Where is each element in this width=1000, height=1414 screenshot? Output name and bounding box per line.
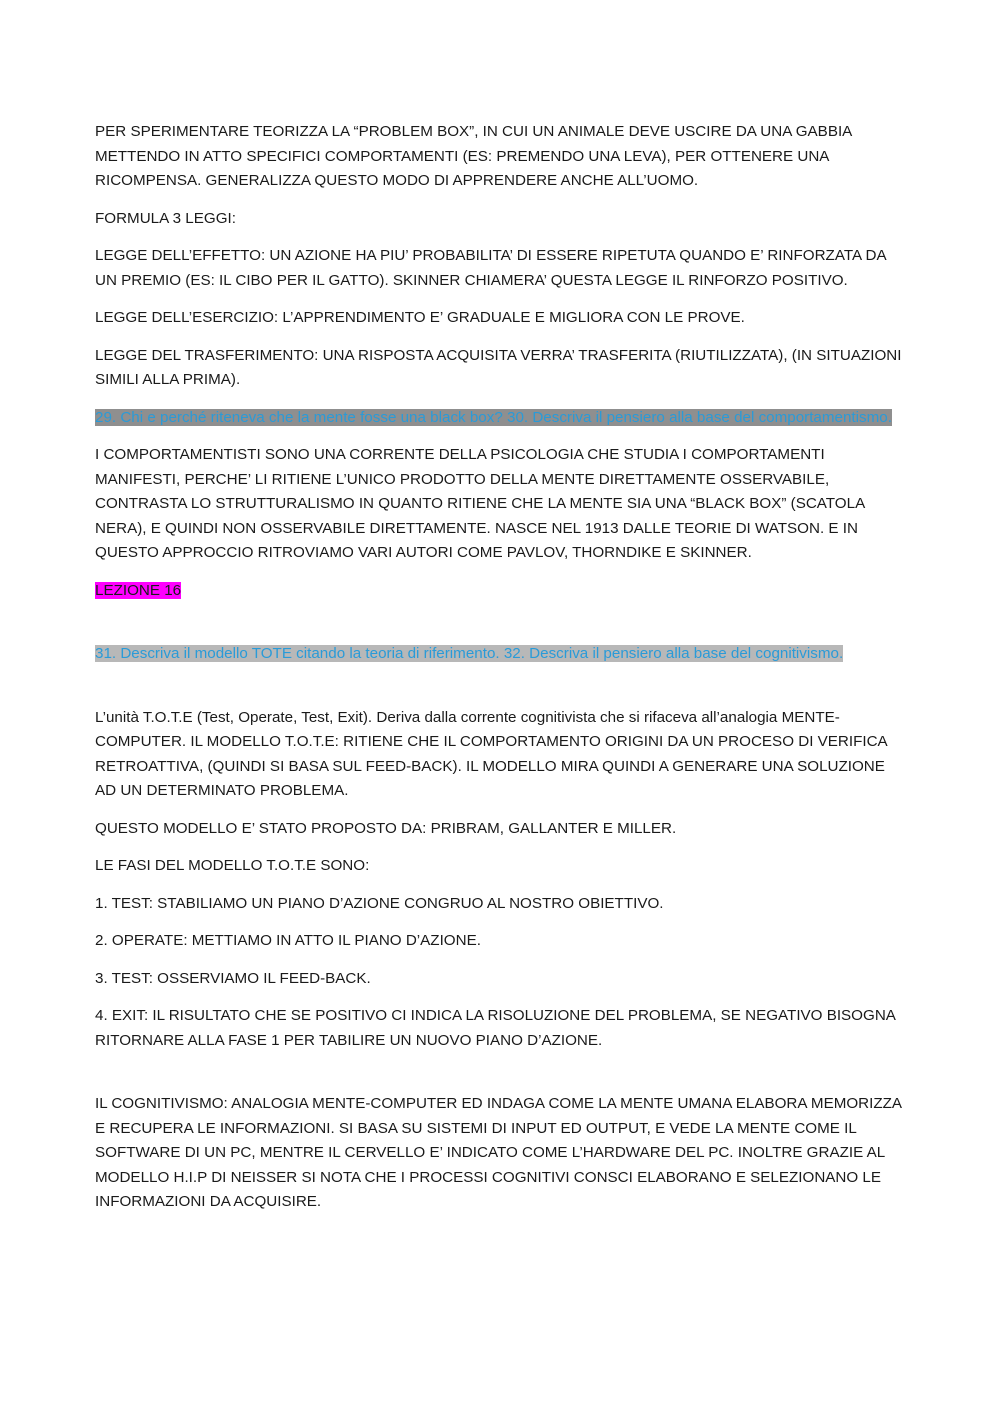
lesson-highlight: LEZIONE 16 xyxy=(95,581,182,599)
spacer xyxy=(95,616,905,642)
paragraph-behaviorism: I COMPORTAMENTISTI SONO UNA CORRENTE DELLA PSICOLOGIA CHE STUDIA I COMPORTAMENTI MANIFESTI, PERCHE’ LI RITIENE L’UNICO PRODOTTO DELLA MENTE DIRETTAMENTE OSSERVABILE, CONTRASTA LO STRUTTURALISMO IN QUANTO RITIENE CHE LA MENTE SIA UNA “BLACK BOX” (SCATOLA NERA), E QUINDI NON OSSERVABILE DIRETTAMENTE. NASCE NEL 1913 DALLE TEORIE DI WATSON. E IN QUESTO APPROCCIO RITROVIAMO VARI AUTORI COME PAVLOV, THORNDIKE E SKINNER. xyxy=(95,446,865,561)
paragraph-three-laws: FORMULA 3 LEGGI: xyxy=(95,209,236,227)
question-heading-black-box xyxy=(95,406,905,431)
paragraph-law-effect: LEGGE DELL’EFFETTO: UN AZIONE HA PIU’ PROBABILITA’ DI ESSERE RIPETUTA QUANDO E’ RINFORZATA DA UN PREMIO (ES: IL CIBO PER IL GATTO). SKINNER CHIAMERA’ QUESTA LEGGE IL RINFORZO POSITIVO. xyxy=(95,247,886,289)
spacer xyxy=(95,1066,905,1092)
question-highlight: 31. Descriva il modello TOTE citando la teoria di riferimento. 32. Descriva il pensiero alla base del cognitivismo. xyxy=(95,645,844,662)
paragraph-law-exercise: LEGGE DELL’ESERCIZIO: L’APPRENDIMENTO E’ GRADUALE E MIGLIORA CON LE PROVE. xyxy=(95,309,745,326)
document-body xyxy=(95,120,905,1228)
lesson-heading xyxy=(95,579,905,604)
list-item-phase-1: 1. TEST: STABILIAMO UN PIANO D’AZIONE CONGRUO AL NOSTRO OBIETTIVO. xyxy=(95,894,664,912)
paragraph-cognitivism: IL COGNITIVISMO: ANALOGIA MENTE-COMPUTER ED INDAGA COME LA MENTE UMANA ELABORA MEMORIZZA E RECUPERA LE INFORMAZIONI. SI BASA SU SISTEMI DI INPUT ED OUTPUT, E VEDE LA MENTE COME IL SOFTWARE DI UN PC, MENTRE IL CERVELLO E’ INDICATO COME L’HARDWARE DEL PC. INOLTRE GRAZIE AL MODELLO H.I.P DI NEISSER SI NOTA CHE I PROCESSI COGNITIVI CONSCI ELABORANO E SELEZIONANO LE INFORMAZIONI DA ACQUISIRE. xyxy=(95,1095,902,1210)
paragraph-problem-box: PER SPERIMENTARE TEORIZZA LA “PROBLEM BOX”, IN CUI UN ANIMALE DEVE USCIRE DA UNA GABBIA METTENDO IN ATTO SPECIFICI COMPORTAMENTI (ES: PREMENDO UNA LEVA), PER OTTENERE UNA RICOMPENSA. GENERALIZZA QUESTO MODO DI APPRENDERE ANCHE ALL’UOMO. xyxy=(95,123,852,189)
paragraph-tote-authors: QUESTO MODELLO E’ STATO PROPOSTO DA: PRIBRAM, GALLANTER E MILLER. xyxy=(95,819,677,837)
spacer xyxy=(95,680,905,706)
list-item-phase-4: 4. EXIT: IL RISULTATO CHE SE POSITIVO CI INDICA LA RISOLUZIONE DEL PROBLEMA, SE NEGATIVO BISOGNA RITORNARE ALLA FASE 1 PER TABILIRE UN NUOVO PIANO D’AZIONE. xyxy=(95,1007,896,1049)
paragraph-tote-phases: LE FASI DEL MODELLO T.O.T.E SONO: xyxy=(95,857,370,874)
question-heading-tote xyxy=(95,642,905,667)
paragraph-tote-unit: L’unità T.O.T.E (Test, Operate, Test, Exit). Deriva dalla corrente cognitivista che si rifaceva all’analogia MENTE-COMPUTER. IL MODELLO T.O.T.E: RITIENE CHE IL COMPORTAMENTO ORIGINI DA UN PROCESO DI VERIFICA RETROATTIVA, (QUINDI SI BASA SUL FEED-BACK). IL MODELLO MIRA QUINDI A GENERARE UNA SOLUZIONE AD UN DETERMINATO PROBLEMA. xyxy=(95,708,887,799)
paragraph-law-transfer: LEGGE DEL TRASFERIMENTO: UNA RISPOSTA ACQUISITA VERRA’ TRASFERITA (RIUTILIZZATA), (IN SITUAZIONI SIMILI ALLA PRIMA). xyxy=(95,346,902,388)
list-item-phase-2: 2. OPERATE: METTIAMO IN ATTO IL PIANO D’AZIONE. xyxy=(95,932,481,949)
list-item-phase-3: 3. TEST: OSSERVIAMO IL FEED-BACK. xyxy=(95,969,371,987)
question-highlight: 29. Chi e perché riteneva che la mente fosse una black box? 30. Descriva il pensiero alla base del comportamentismo. xyxy=(95,408,892,426)
